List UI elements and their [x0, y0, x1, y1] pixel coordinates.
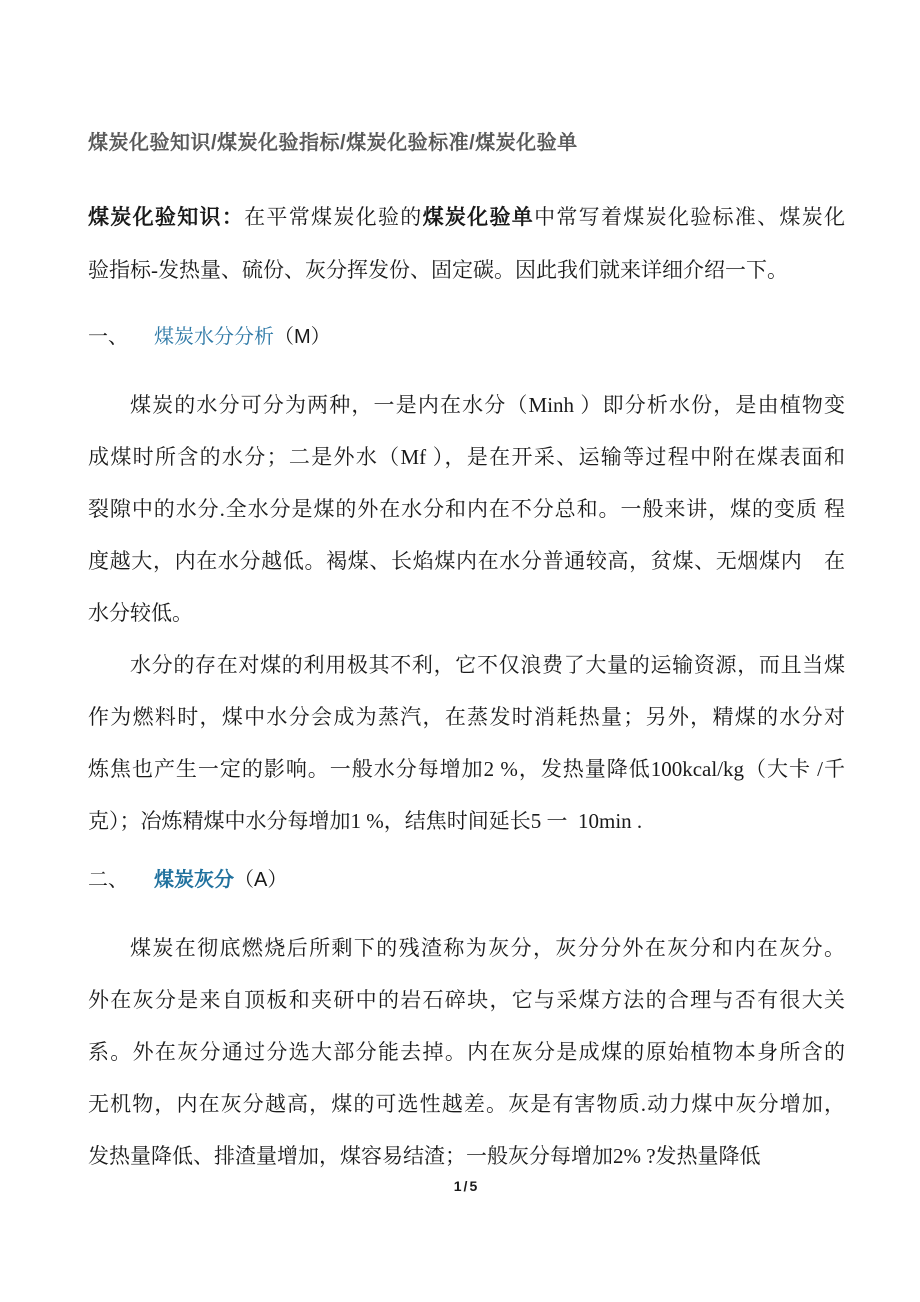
section2-heading — [88, 860, 845, 900]
section2-suffix: （A） — [234, 869, 288, 891]
paragraph-line: 作为燃料时，煤中水分会成为蒸汽，在蒸发时消耗热量；另外，精煤的水分对 — [88, 705, 845, 729]
page-number: 1/5 — [453, 1178, 480, 1194]
section1-paragraph-2 — [88, 639, 845, 847]
intro-line1-bold: 煤炭化验单 — [422, 205, 535, 229]
paragraph-line: 煤炭的水分可分为两种，一是内在水分（Minh ）即分析水份，是由植物变 — [130, 393, 845, 417]
section2-paragraph-1 — [88, 922, 845, 1182]
section2-number: 二、 — [88, 869, 128, 891]
page-title: 煤炭化验知识/煤炭化验指标/煤炭化验标准/煤炭化验单 — [88, 132, 578, 154]
section1-number: 一、 — [88, 326, 128, 348]
paragraph-line: 无机物，内在灰分越高，煤的可选性越差。灰是有害物质.动力煤中灰分增加， — [88, 1092, 845, 1116]
intro-line1-tail: 中常写着煤炭化验标准、煤炭化 — [534, 205, 846, 229]
paragraph-line: 煤炭在彻底燃烧后所剩下的残渣称为灰分，灰分分外在灰分和内在灰分。 — [130, 936, 845, 960]
document-content — [88, 0, 845, 1196]
paragraph-line: 系。外在灰分通过分选大部分能去掉。内在灰分是成煤的原始植物本身所含的 — [88, 1040, 845, 1064]
paragraph-line: 度越大，内在水分越低。褐煤、长焰煤内在水分普通较高，贫煤、无烟煤内 在 — [88, 549, 845, 573]
section1-heading — [88, 317, 845, 357]
paragraph-line: 水分的存在对煤的利用极其不利，它不仅浪费了大量的运输资源，而且当煤 — [130, 653, 845, 677]
intro-paragraph — [88, 191, 845, 297]
paragraph-line: 炼焦也产生一定的影响。一般水分每增加2 %，发热量降低100kcal/kg（大卡 /千 — [88, 757, 845, 781]
paragraph-line: 裂隙中的水分.全水分是煤的外在水分和内在不分总和。一般来讲，煤的变质 程 — [88, 497, 845, 521]
paragraph-line: 克）；冶炼精煤中水分每增加1 %，结焦时间延长5 一 10min . — [88, 809, 643, 833]
paragraph-line: 成煤时所含的水分；二是外水（Mf ），是在开采、运输等过程中附在煤表面和 — [88, 445, 845, 469]
paragraph-line: 外在灰分是来自顶板和夹研中的岩石碎块，它与采煤方法的合理与否有很大关 — [88, 988, 845, 1012]
section1-title: 煤炭水分分析 — [154, 326, 274, 348]
section2-title: 煤炭灰分 — [154, 869, 234, 891]
paragraph-line: 水分较低。 — [88, 601, 193, 625]
intro-line1-mid: 在平常煤炭化验的 — [244, 205, 423, 229]
intro-line-1 — [88, 191, 845, 244]
intro-line-2: 验指标-发热量、硫份、灰分挥发份、固定碳。因此我们就来详细介绍一下。 — [88, 258, 788, 282]
intro-lead-bold: 煤炭化验知识： — [88, 205, 245, 229]
section1-paragraph-1 — [88, 379, 845, 639]
section1-suffix: （M） — [274, 326, 331, 348]
paragraph-line: 发热量降低、排渣量增加，煤容易结渣；一般灰分每增加2% ?发热量降低 — [88, 1144, 761, 1168]
